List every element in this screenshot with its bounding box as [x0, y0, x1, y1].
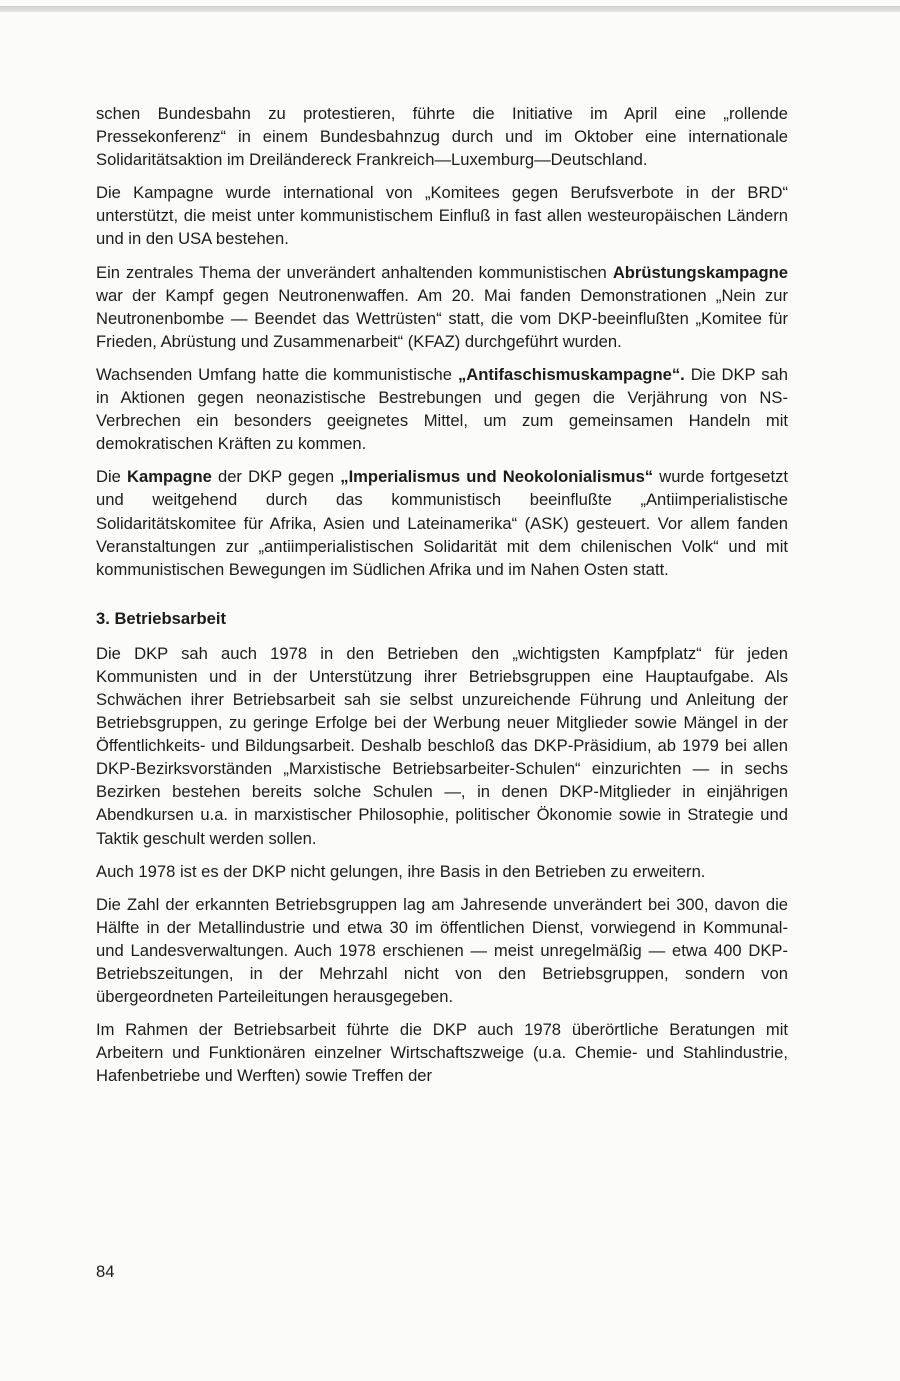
text-run: Im Rahmen der Betriebsarbeit führte die DKP auch 1978 überörtliche Beratungen mit Arbeitern und Funktionären einzelner Wirtschaftszweige (u.a. Chemie- und Stahlindustrie, Hafenbetriebe und Werften) sowie Treffen der	[96, 1020, 788, 1086]
paragraphs-before	[96, 102, 788, 581]
text-run: Wachsenden Umfang hatte die kommunistische	[96, 364, 458, 384]
text-run: der DKP gegen	[211, 467, 341, 487]
paragraph-p1	[96, 102, 788, 171]
paragraph-p2	[96, 181, 788, 250]
paragraph-p6	[96, 642, 788, 850]
paragraph-p4	[96, 363, 788, 455]
page-number: 84	[96, 1262, 115, 1281]
bold-term: „Imperialismus und Neokolonialismus“	[340, 467, 654, 487]
text-run: schen Bundesbahn zu protestieren, führte die Initiative im April eine „rollende Pressekonferenz“ in einem Bundesbahnzug durch und im Oktober eine internationale Solidaritätsaktion im Dreiländereck Frankreich—Luxemburg—Deutschland.	[96, 104, 788, 170]
paragraph-p8	[96, 893, 788, 1008]
bold-term: Kampagne	[127, 467, 212, 487]
top-edge-rule	[0, 6, 900, 12]
paragraphs-after	[96, 642, 788, 1088]
document-page	[96, 102, 788, 1097]
paragraph-p5	[96, 465, 788, 580]
text-run: Auch 1978 ist es der DKP nicht gelungen, ihre Basis in den Betrieben zu erweitern.	[96, 861, 706, 881]
text-run: Die Kampagne wurde international von „Komitees gegen Berufsverbote in der BRD“ unterstützt, die meist unter kommunistischem Einfluß in fast allen westeuropäischen Ländern und in den USA bestehen.	[96, 183, 788, 249]
section-heading: 3. Betriebsarbeit	[96, 608, 227, 628]
text-run: wurde fortgesetzt und weitgehend durch das kommunistisch beeinflußte „Antiimperialistische Solidaritätskomitee für Afrika, Asien und Lateinamerika“ (ASK) gesteuert. Vor allem fanden Veranstaltungen zur „antiimperialistischen Solidarität mit dem chilenischen Volk“ und mit kommunistischen Bewegungen im Südlichen Afrika und im Nahen Osten statt.	[96, 467, 788, 579]
text-run: Die DKP sah in Aktionen gegen neonazistische Bestrebungen und gegen die Verjährung von NS-Verbrechen ein besonders geeignetes Mittel, um zum gemeinsamen Handeln mit demokratischen Kräften zu kommen.	[96, 364, 788, 454]
text-run: Die DKP sah auch 1978 in den Betrieben den „wichtigsten Kampfplatz“ für jeden Kommunisten und in der Unterstützung ihrer Betriebsgruppen eine Hauptaufgabe. Als Schwächen ihrer Betriebsarbeit sah sie selbst unzureichende Führung und Anleitung der Betriebsgruppen, zu geringe Erfolge bei der Werbung neuer Mitglieder sowie Mängel in der Öffentlichkeits- und Bildungsarbeit. Deshalb beschloß das DKP-Präsidium, ab 1979 bei allen DKP-Bezirksvorständen „Marxistische Betriebsarbeiter-Schulen“ einzurichten — in sechs Bezirken bestehen bereits solche Schulen —, in denen DKP-Mitglieder in einjährigen Abendkursen u.a. in marxistischer Philosophie, politischer Ökonomie sowie in Strategie und Taktik geschult werden sollen.	[96, 643, 788, 848]
bold-term: „Antifaschismuskampagne“.	[457, 364, 685, 384]
text-run: Die Zahl der erkannten Betriebsgruppen lag am Jahresende unverändert bei 300, davon die Hälfte in der Metallindustrie und etwa 30 im öffentlichen Dienst, vorwiegend in Kommunal- und Landesverwaltungen. Auch 1978 erschienen — meist unregelmäßig — etwa 400 DKP-Betriebszeitungen, in der Mehrzahl nicht von den Betriebsgruppen, sondern von übergeordneten Parteileitungen herausgegeben.	[96, 894, 788, 1007]
text-run: Ein zentrales Thema der unverändert anhaltenden kommunistischen	[96, 262, 613, 282]
text-run: Die	[96, 467, 128, 487]
bold-term: Abrüstungskampagne	[612, 262, 788, 282]
text-run: war der Kampf gegen Neutronenwaffen. Am 20. Mai fanden Demonstrationen „Nein zur Neutronenbombe — Beendet das Wettrüsten“ statt, die vom DKP-beeinflußten „Komitee für Frieden, Abrüstung und Zusammenarbeit“ (KFAZ) durchgeführt wurden.	[96, 285, 788, 351]
paragraph-p9	[96, 1018, 788, 1087]
paragraph-p3	[96, 261, 788, 353]
paragraph-p7	[96, 860, 788, 883]
